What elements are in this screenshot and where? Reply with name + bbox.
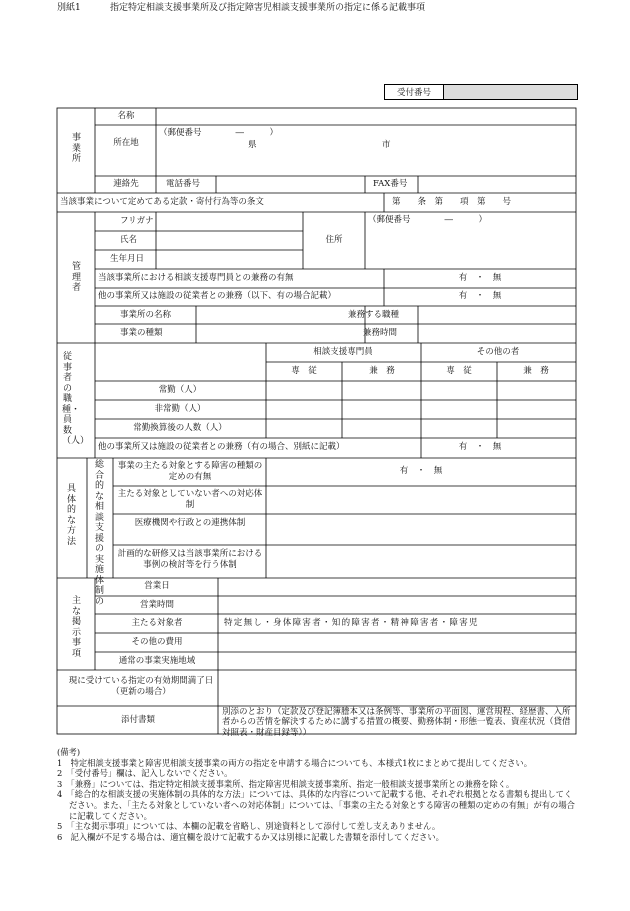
method-inner-label: 総合的な相談支援の実施体制の [94, 460, 104, 607]
manager-dual-specialist-yesno[interactable]: 有 ・ 無 [458, 273, 502, 283]
note-item: 6 記入欄が不足する場合は、適宜欄を設けて記載するか又は別様に記載した書類を添付してください。 [57, 831, 444, 842]
manager-birth-label: 生年月日 [110, 254, 145, 264]
other-costs-label: その他の費用 [131, 637, 183, 647]
staff-permanent-label: 常勤（人） [158, 385, 202, 395]
manager-dual-other-label: 他の事業所又は施設の従業者との兼務（以下、有の場合記載） [98, 291, 337, 301]
specialist-concurrent-header: 兼 務 [369, 366, 395, 376]
office-tel-label: 電話番号 [166, 179, 201, 189]
article-label: 当該事業について定めてある定款・寄付行為等の条文 [60, 197, 264, 207]
note-item: 1 特定相談支援事業と障害児相談支援事業の両方の指定を申請する場合についても、本様式1枚にまとめて提出してください。 [57, 757, 533, 768]
office-section-label: 事業所 [71, 133, 81, 164]
manager-dual-other-yesno[interactable]: 有 ・ 無 [458, 291, 502, 301]
office-name-label: 名称 [117, 111, 135, 121]
office-contact-label: 連絡先 [113, 179, 139, 189]
specialist-fulltime-header: 専 従 [291, 366, 317, 376]
note-item: 4 「総合的な相談支援の実施体制の具体的な方法」については、具体的な内容について記載する他、それぞれ根拠となる書類も提出してください。また、「主たる対象としていない者への対応体制」については、「事業の主たる対象とする障害の種類の定めの有無」が有の場合に記載してください。 [57, 789, 575, 821]
other-office-name-label: 事業所の名称 [120, 310, 172, 320]
office-fax-label: FAX番号 [373, 179, 408, 189]
office-name-field[interactable] [157, 111, 575, 124]
target-value[interactable]: 特定無し・身体障害者・知的障害者・精神障害者・障害児 [224, 618, 479, 628]
notes [57, 747, 577, 842]
staff-dual-other-label: 他の事業所又は施設の従業者との兼務（有の場合、別紙に記載） [98, 442, 345, 452]
other-concurrent-header: 兼 務 [523, 366, 549, 376]
business-type-label: 事業の種類 [120, 328, 163, 338]
manager-furigana-label: フリガナ [120, 216, 154, 226]
business-hours-label: 営業時間 [139, 600, 175, 610]
annex-label: 別紙1 [57, 3, 81, 13]
staff-dual-other-yesno[interactable]: 有 ・ 無 [458, 442, 502, 452]
staff-part-time-label: 非常勤（人） [154, 404, 206, 414]
office-pref-label: 県 [248, 140, 257, 150]
manager-dual-specialist-label: 当該事業所における相談支援専門員との兼務の有無 [98, 273, 294, 283]
manager-postal: （郵便番号 ― ） [368, 215, 488, 225]
office-city-label: 市 [382, 140, 391, 150]
other-fulltime-header: 専 従 [446, 366, 472, 376]
concurrent-hours-label: 兼務時間 [363, 328, 398, 338]
receipt-number-label: 受付番号 [385, 85, 444, 99]
staff-specialist-header: 相談支援専門員 [313, 347, 373, 357]
staff-fte-label: 常勤換算後の人数（人） [133, 423, 227, 433]
method-row-training: 計画的な研修又は当該事業所における事例の検討等を行う体制 [117, 549, 263, 570]
staff-other-header: その他の者 [476, 347, 520, 357]
method-target-type-yesno[interactable]: 有 ・ 無 [399, 466, 443, 476]
method-row-target-type: 事業の主たる対象とする障害の種類の定めの有無 [117, 461, 263, 482]
target-label: 主たる対象者 [131, 618, 183, 628]
method-outer-label: 具体的な方法 [66, 484, 76, 547]
expiry-label: 現に受けている指定の有効期間満了日（更新の場合） [68, 676, 214, 697]
concurrent-role-label: 兼務する職種 [348, 310, 400, 320]
method-row-medical: 医療機関や行政との連携体制 [134, 518, 246, 528]
office-postal: （郵便番号 ― ） [159, 128, 279, 138]
manager-name-label: 氏名 [120, 235, 138, 245]
note-item: 2 「受付番号」欄は、記入しないでください。 [57, 768, 233, 779]
method-row-nontarget: 主たる対象としていない者への対応体制 [117, 489, 263, 510]
attachments-text: 別添のとおり（定款及び登記簿謄本又は条例等、事業所の平面図、運営規程、経歴書、入所者からの苦情を解決するために講ずる措置の概要、勤務体制・形態一覧表、資産状況（貸借対照表・財産目録等）） [222, 707, 571, 738]
document-title: 指定特定相談支援事業所及び指定障害児相談支援事業所の指定に係る記載事項 [110, 3, 426, 13]
notice-section-label: 主な掲示事項 [71, 596, 81, 659]
staff-section-label: 従事者の職種・員数（人） [62, 352, 90, 446]
office-address-label: 所在地 [113, 138, 139, 148]
manager-section-label: 管理者 [71, 262, 81, 293]
attachments-label: 添付書類 [120, 715, 156, 725]
area-label: 通常の事業実施地域 [118, 656, 196, 666]
note-item: 5 「主な掲示事項」については、本欄の記載を省略し、別途資料として添付して差し支えありません。 [57, 821, 441, 832]
notes-title: (備考) [57, 747, 81, 757]
note-item: 3 「兼務」については、指定特定相談支援事業所、指定障害児相談支援事業所、指定一般相談支援事業所との兼務を除く。 [57, 778, 515, 789]
article-value: 第 条 第 項 第 号 [392, 197, 512, 207]
manager-address-label: 住所 [325, 235, 343, 245]
business-days-label: 営業日 [144, 581, 170, 591]
